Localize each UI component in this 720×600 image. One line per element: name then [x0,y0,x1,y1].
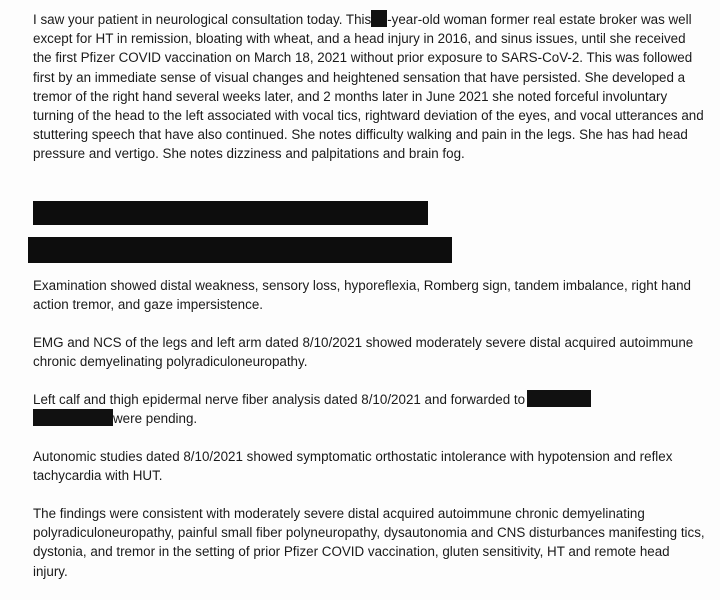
paragraph-nerve-fiber [33,390,653,428]
redaction-block-2 [28,237,452,263]
nerve-fiber-text-end: were pending. [113,411,198,427]
history-text-rest: -year-old woman former real estate broker was well except for HT in remission, bloating with wheat, and a head injury in 2016, and sinus issues, until she received the first Pfizer COVID vaccination on March 18, 2021 without prior exposure to SARS-CoV-2. This was followed first by an immediate sense of visual changes and heightened sensation that have persisted. She developed a tremor of the right hand several weeks later, and 2 months later in June 2021 she noted forceful involuntary turning of the head to the left associated with vocal tics, rightward deviation of the eyes, and vocal utterances and stuttering speech that have also continued. She notes difficulty walking and pain in the legs. She has had head pressure and vertigo. She notes dizziness and palpitations and brain fog. [33,12,704,162]
paragraph-emg-ncs: EMG and NCS of the legs and left arm dated 8/10/2021 showed moderately severe distal acquired autoimmune chronic demyelinating polyradiculoneuropathy. [33,335,694,370]
redaction-age [371,10,387,27]
paragraph-examination: Examination showed distal weakness, sensory loss, hyporeflexia, Romberg sign, tandem imbalance, right hand action tremor, and gaze impersistence. [33,278,691,313]
paragraph-autonomic: Autonomic studies dated 8/10/2021 showed symptomatic orthostatic intolerance with hypotension and reflex tachycardia with HUT. [33,449,673,484]
paragraph-findings: The findings were consistent with moderately severe distal acquired autoimmune chronic demyelinating polyradiculoneuropathy, painful small fiber polyneuropathy, dysautonomia and CNS disturbances manifesting tics, dystonia, and tremor in the setting of prior Pfizer COVID vaccination, gluten sensitivity, HT and remote head injury. [33,506,705,579]
nerve-fiber-text-start: Left calf and thigh epidermal nerve fiber analysis dated 8/10/2021 and forwarded to [33,392,526,407]
history-text-start: I saw your patient in neurological consultation today. This [33,12,372,27]
redaction-lab-name [527,390,591,407]
paragraph-history [33,10,705,164]
redaction-lab-name-cont [33,409,113,426]
redaction-block-1 [33,201,428,225]
